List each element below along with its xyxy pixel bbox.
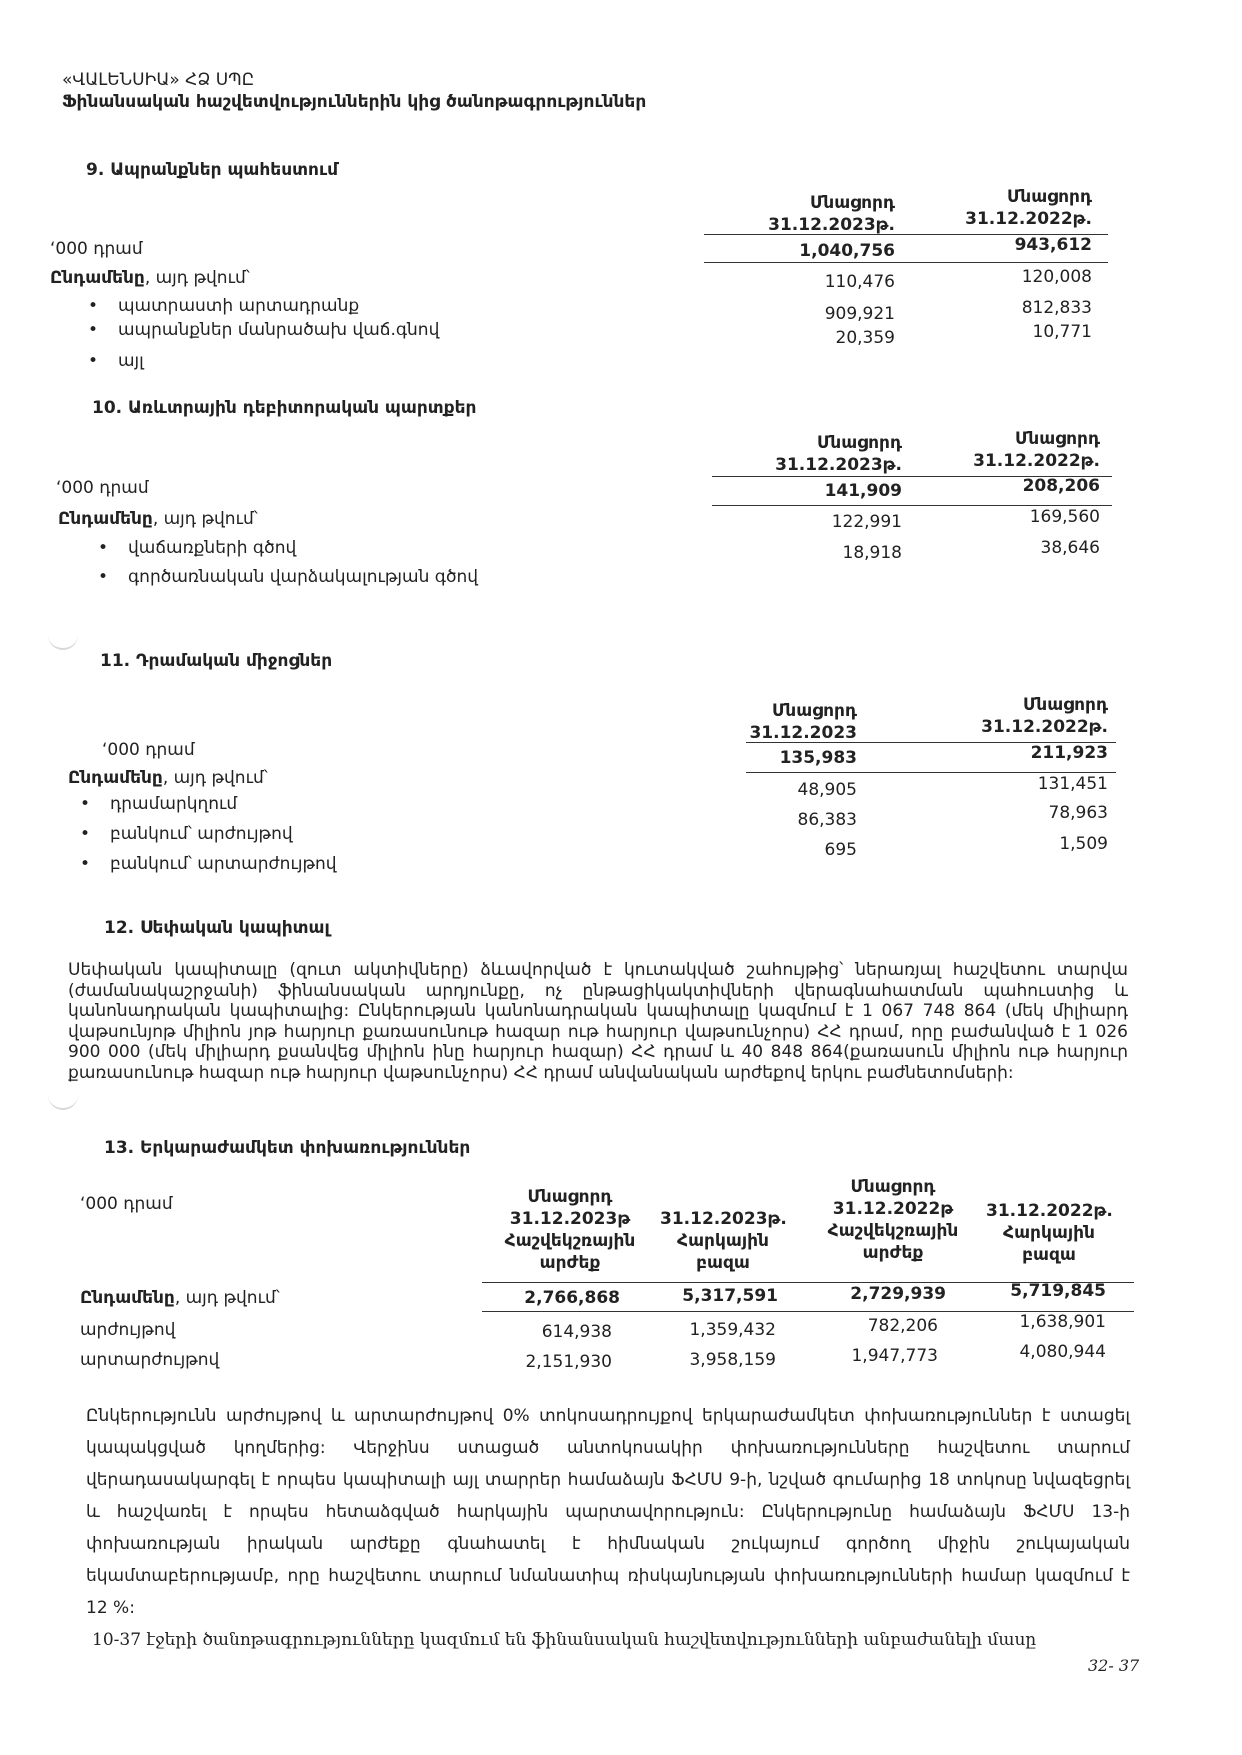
total-2022: 208,206 (1022, 476, 1100, 496)
total-label: Ընդամենը, այդ թվում՝ (58, 509, 258, 529)
row-value-2023: 110,476 (824, 272, 895, 292)
total-2022-carrying: 2,729,939 (850, 1284, 946, 1304)
total-2022: 211,923 (1030, 743, 1108, 763)
column-header-2022: Մնացորդ 31.12.2022թ. (965, 187, 1092, 229)
section-title: 9. Ապրանքներ պահեստում (86, 160, 339, 180)
total-2022: 943,612 (1014, 235, 1092, 255)
row-value-2022: 812,833 (1021, 298, 1092, 318)
list-item: • գործառնական վարձակալության գծով (98, 567, 479, 587)
footer-note: 10-37 էջերի ծանոթագրությունները կազմում են ֆինանսական հաշվետվությունների անբաժանելի մասը (92, 1630, 1037, 1650)
column-header-2023-tax-base: 31.12.2023թ. Հարկային բազա (660, 1209, 787, 1273)
scan-mark (48, 1092, 78, 1110)
total-2023: 1,040,756 (799, 241, 895, 261)
row-label: արտարժույթով (80, 1350, 220, 1370)
row-value-2022: 38,646 (1040, 538, 1100, 558)
row-value: 782,206 (867, 1316, 938, 1336)
row-value-2022: 1,509 (1059, 834, 1108, 854)
row-label: արժույթով (80, 1320, 176, 1340)
total-rule (746, 772, 1116, 773)
list-item: • դրամարկղում (80, 794, 238, 814)
section-title: 12. Սեփական կապիտալ (104, 918, 330, 938)
list-item: • ապրանքներ մանրածախ վաճ.գնով (88, 320, 440, 340)
section-title: 10. Առևտրային դեբիտորական պարտքեր (92, 398, 477, 418)
row-value-2022: 120,008 (1021, 267, 1092, 287)
borrowings-paragraph: Ընկերությունն արժույթով և արտարժույթով 0% տոկոսադրույքով երկարաժամկետ փոխառություններ է ստացել կապակցված կողմերից: Վերջինս ստացած անտոկոսակիր փոխառությունները հաշվետու տարում վերադասակարգել է որպես կապիտալի այլ տարրեր համաձայն ՖՀՄՍ 9-ի, նշված գումարից 18 տոկոսը նվազեցրել և հաշվառել է որպես հետաձգված հարկային պարտավորություն: Ընկերությունը համաձայն ՖՀՄՍ 13-ի փոխառության իրական արժեքը գնահատել է հիմնական շուկայում գործող միջին շուկայական եկամտաբերությամբ, որը հաշվետու տարում նմանատիպ ռիսկայնության փոխառությունների համար կազմում է 12 %: (86, 1406, 1130, 1618)
total-label: Ընդամենը, այդ թվում՝ (80, 1288, 280, 1308)
list-item: • պատրաստի արտադրանք (88, 296, 360, 316)
page-number: 32- 37 (1088, 1656, 1140, 1675)
column-header-2023: Մնացորդ 31.12.2023թ. (775, 433, 902, 475)
row-value-2022: 10,771 (1032, 322, 1092, 342)
row-value-2023: 909,921 (824, 304, 895, 324)
total-2022-tax-base: 5,719,845 (1010, 1281, 1106, 1301)
total-rule (704, 262, 1108, 263)
row-value: 3,958,159 (689, 1350, 776, 1370)
scan-mark (48, 632, 78, 650)
section-title: 11. Դրամական միջոցներ (100, 651, 333, 671)
section-title: 13. Երկարաժամկետ փոխառություններ (104, 1138, 471, 1158)
column-header-2023-carrying: Մնացորդ 31.12.2023թ Հաշվեկշռային արժեք (504, 1187, 636, 1273)
column-header-2023: Մնացորդ 31.12.2023 (749, 701, 857, 743)
total-label: Ընդամենը, այդ թվում՝ (68, 768, 268, 788)
equity-paragraph: Սեփական կապիտալը (զուտ ակտիվները) ձևավորված է կուտակված շահույթից՝ ներառյալ հաշվետու տարվա (ժամանակաշրջանի) ֆինանսական արդյունքը, ոչ ընթացիկակտիվների վերագնահատման պահուստից և կանոնադրական կապիտալից: Ընկերության կանոնադրական կապիտալը կազմում է 1 067 748 864 (մեկ միլիարդ վաթսունյոթ միլիոն յոթ հարյուր քառասունութ հազար ութ հարյուր վաթսունչորս) ՀՀ դրամ, որը բաժանված է 1 026 900 000 (մեկ միլիարդ քսանվեց միլիոն ինը հարյուր հազար) ՀՀ դրամ և 40 848 864(քառասուն միլիոն ութ հարյուր քառասունութ հազար ութ հարյուր վաթսունչորս) ՀՀ դրամ անվանական արժեքով երկու բաժնետոմսերի: (68, 960, 1128, 1083)
row-value: 614,938 (541, 1322, 612, 1342)
total-2023: 135,983 (779, 748, 857, 768)
total-2023-carrying: 2,766,868 (524, 1288, 620, 1308)
total-rule (712, 505, 1112, 506)
list-item: • բանկում՝ արտարժույթով (80, 854, 337, 874)
document-subtitle: Ֆինանսական հաշվետվություններին կից ծանոթագրություններ (62, 92, 647, 112)
list-item: • վաճառքների գծով (98, 538, 297, 558)
row-value-2023: 695 (824, 840, 857, 860)
total-label: Ընդամենը, այդ թվում՝ (50, 268, 250, 288)
row-value: 1,947,773 (851, 1346, 938, 1366)
column-header-2022: Մնացորդ 31.12.2022թ. (973, 429, 1100, 471)
row-value-2023: 122,991 (831, 512, 902, 532)
row-value-2023: 86,383 (797, 810, 857, 830)
row-value-2022: 169,560 (1029, 507, 1100, 527)
list-item: • բանկում՝ արժույթով (80, 824, 293, 844)
row-value: 1,638,901 (1019, 1312, 1106, 1332)
row-value-2023: 48,905 (797, 780, 857, 800)
column-header-2023: Մնացորդ 31.12.2023թ. (768, 193, 895, 235)
row-value-2022: 78,963 (1048, 803, 1108, 823)
column-header-2022-tax-base: 31.12.2022թ. Հարկային բազա (986, 1201, 1113, 1265)
column-header-2022-carrying: Մնացորդ 31.12.2022թ Հաշվեկշռային արժեք (827, 1177, 959, 1263)
row-value: 4,080,944 (1019, 1342, 1106, 1362)
unit-label: ‘000 դրամ (50, 239, 143, 259)
row-value-2023: 18,918 (842, 543, 902, 563)
row-value-2022: 131,451 (1037, 774, 1108, 794)
total-2023-tax-base: 5,317,591 (682, 1286, 778, 1306)
column-header-2022: Մնացորդ 31.12.2022թ. (981, 695, 1108, 737)
row-value: 2,151,930 (525, 1352, 612, 1372)
row-value: 1,359,432 (689, 1320, 776, 1340)
total-2023: 141,909 (824, 481, 902, 501)
unit-label: ‘000 դրամ (80, 1194, 173, 1214)
unit-label: ‘000 դրամ (102, 740, 195, 760)
unit-label: ‘000 դրամ (56, 478, 149, 498)
row-value-2023: 20,359 (835, 328, 895, 348)
list-item: • այլ (88, 351, 144, 371)
company-name: «ՎԱԼԵՆՍԻԱ» ՀՁ ՍՊԸ (62, 70, 255, 90)
